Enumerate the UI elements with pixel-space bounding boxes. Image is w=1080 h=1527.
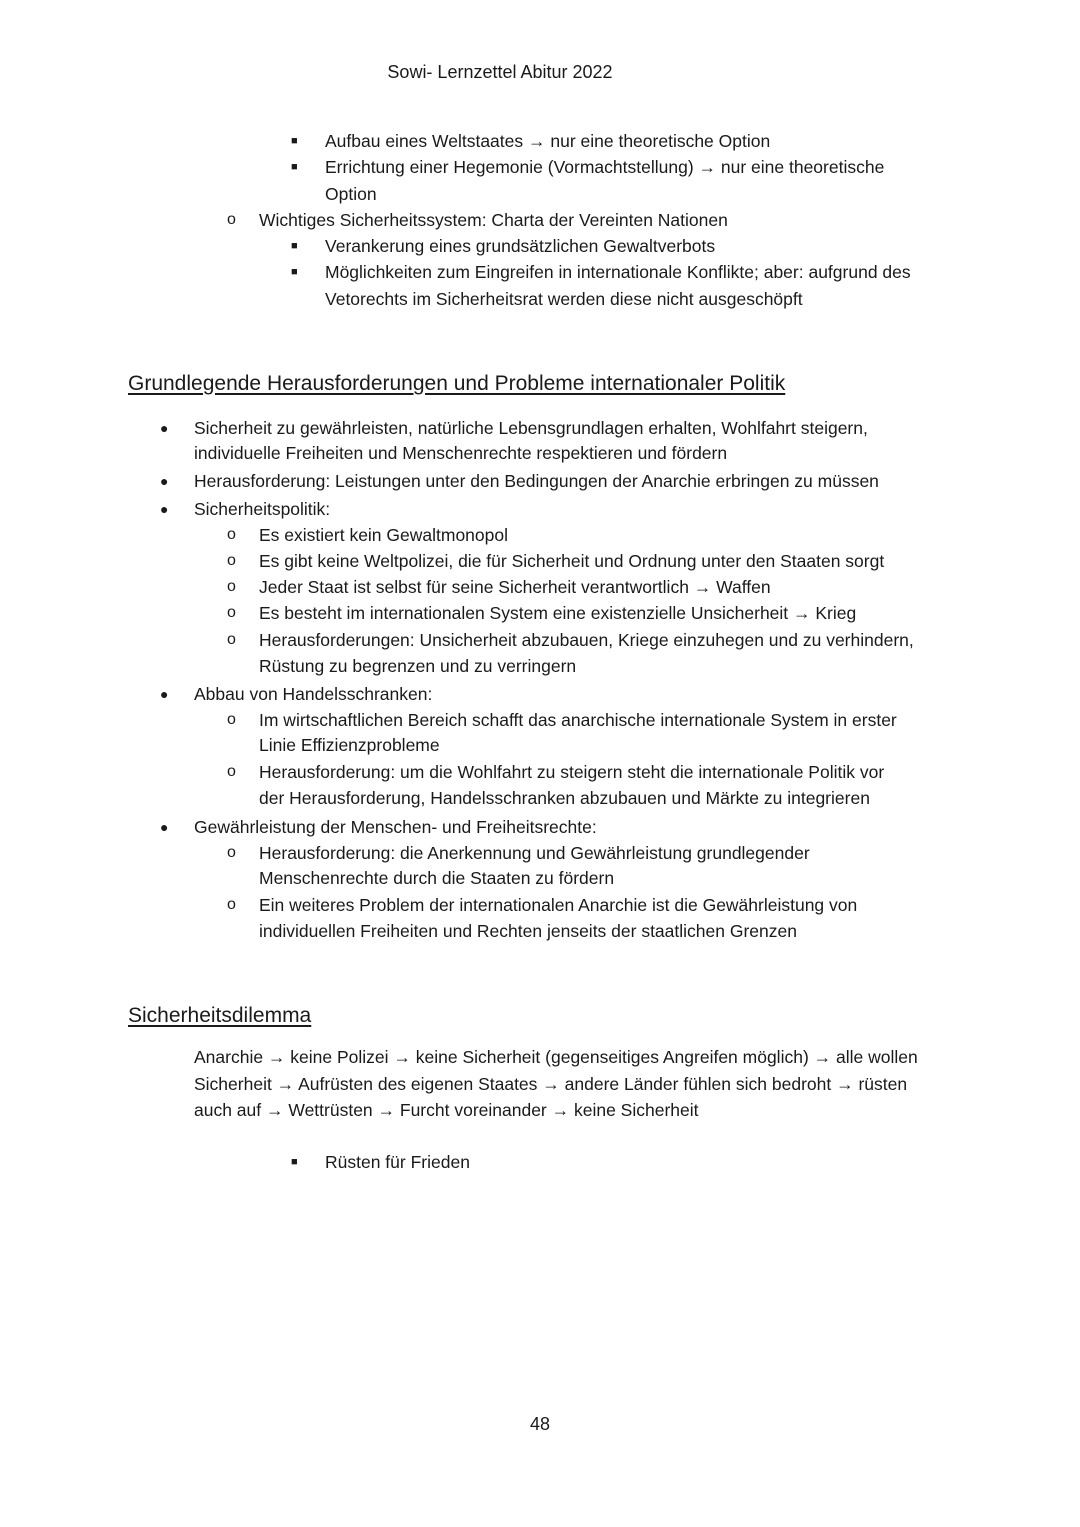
list-item-continuation: der Herausforderung, Handelsschranken abzubauen und Märkte zu integrieren xyxy=(259,788,870,808)
circle-bullet-icon: o xyxy=(227,211,236,228)
list-item-continuation: individuellen Freiheiten und Rechten jenseits der staatlichen Grenzen xyxy=(259,921,797,941)
paragraph-line: Anarchie → keine Polizei → keine Sicherheit (gegenseitiges Angreifen möglich) → alle wollen xyxy=(194,1047,918,1067)
list-item: Es gibt keine Weltpolizei, die für Sicherheit und Ordnung unter den Staaten sorgt xyxy=(259,551,885,571)
list-item: Im wirtschaftlichen Bereich schafft das anarchische internationale System in erster xyxy=(259,710,897,730)
list-item-continuation: Vetorechts im Sicherheitsrat werden diese nicht ausgeschöpft xyxy=(325,289,803,309)
disc-bullet-icon: ● xyxy=(160,420,169,436)
square-bullet-icon: ■ xyxy=(291,135,298,147)
list-item-continuation: Rüstung zu begrenzen und zu verringern xyxy=(259,656,577,676)
circle-bullet-icon: o xyxy=(227,604,236,621)
circle-bullet-icon: o xyxy=(227,844,236,861)
list-item: Errichtung einer Hegemonie (Vormachtstellung) → nur eine theoretische xyxy=(325,157,885,177)
list-item-continuation: Menschenrechte durch die Staaten zu fördern xyxy=(259,868,615,888)
page-header-title: Sowi- Lernzettel Abitur 2022 xyxy=(387,62,613,82)
disc-bullet-icon: ● xyxy=(160,473,169,489)
list-item: Gewährleistung der Menschen- und Freiheitsrechte: xyxy=(194,817,597,837)
paragraph-line: Sicherheit → Aufrüsten des eigenen Staates → andere Länder fühlen sich bedroht → rüsten xyxy=(194,1074,908,1094)
list-item: Jeder Staat ist selbst für seine Sicherheit verantwortlich → Waffen xyxy=(259,577,771,597)
circle-bullet-icon: o xyxy=(227,526,236,543)
list-item: Es existiert kein Gewaltmonopol xyxy=(259,525,508,545)
list-item: Herausforderungen: Unsicherheit abzubauen, Kriege einzuhegen und zu verhindern, xyxy=(259,630,914,650)
square-bullet-icon: ■ xyxy=(291,240,298,252)
disc-bullet-icon: ● xyxy=(160,501,169,517)
list-item-continuation: Linie Effizienzprobleme xyxy=(259,735,440,755)
square-bullet-icon: ■ xyxy=(291,161,298,173)
list-item: Es besteht im internationalen System eine existenzielle Unsicherheit → Krieg xyxy=(259,603,857,623)
list-item: Sicherheitspolitik: xyxy=(194,499,331,519)
list-item: Verankerung eines grundsätzlichen Gewaltverbots xyxy=(325,236,716,256)
section-heading-challenges: Grundlegende Herausforderungen und Probleme internationaler Politik xyxy=(128,372,786,395)
list-item: Möglichkeiten zum Eingreifen in internationale Konflikte; aber: aufgrund des xyxy=(325,262,911,282)
page-number: 48 xyxy=(529,1414,551,1434)
section-heading-security-dilemma: Sicherheitsdilemma xyxy=(128,1004,312,1027)
circle-bullet-icon: o xyxy=(227,552,236,569)
list-item-continuation: individuelle Freiheiten und Menschenrechte respektieren und fördern xyxy=(194,443,728,463)
list-item: Aufbau eines Weltstaates → nur eine theoretische Option xyxy=(325,131,771,151)
disc-bullet-icon: ● xyxy=(160,686,169,702)
list-item: Ein weiteres Problem der internationalen Anarchie ist die Gewährleistung von xyxy=(259,895,858,915)
square-bullet-icon: ■ xyxy=(291,266,298,278)
circle-bullet-icon: o xyxy=(227,763,236,780)
list-item: Herausforderung: die Anerkennung und Gewährleistung grundlegender xyxy=(259,843,810,863)
circle-bullet-icon: o xyxy=(227,578,236,595)
disc-bullet-icon: ● xyxy=(160,819,169,835)
paragraph-line: auch auf → Wettrüsten → Furcht voreinander → keine Sicherheit xyxy=(194,1100,699,1120)
square-bullet-icon: ■ xyxy=(291,1156,298,1168)
circle-bullet-icon: o xyxy=(227,631,236,648)
list-item: Herausforderung: um die Wohlfahrt zu steigern steht die internationale Politik vor xyxy=(259,762,885,782)
list-item: Sicherheit zu gewährleisten, natürliche Lebensgrundlagen erhalten, Wohlfahrt steigern, xyxy=(194,418,868,438)
circle-bullet-icon: o xyxy=(227,896,236,913)
list-item: Wichtiges Sicherheitssystem: Charta der Vereinten Nationen xyxy=(259,210,728,230)
circle-bullet-icon: o xyxy=(227,711,236,728)
list-item: Herausforderung: Leistungen unter den Bedingungen der Anarchie erbringen zu müssen xyxy=(194,471,879,491)
list-item: Rüsten für Frieden xyxy=(325,1152,470,1172)
list-item: Abbau von Handelsschranken: xyxy=(194,684,433,704)
list-item-continuation: Option xyxy=(325,184,377,204)
